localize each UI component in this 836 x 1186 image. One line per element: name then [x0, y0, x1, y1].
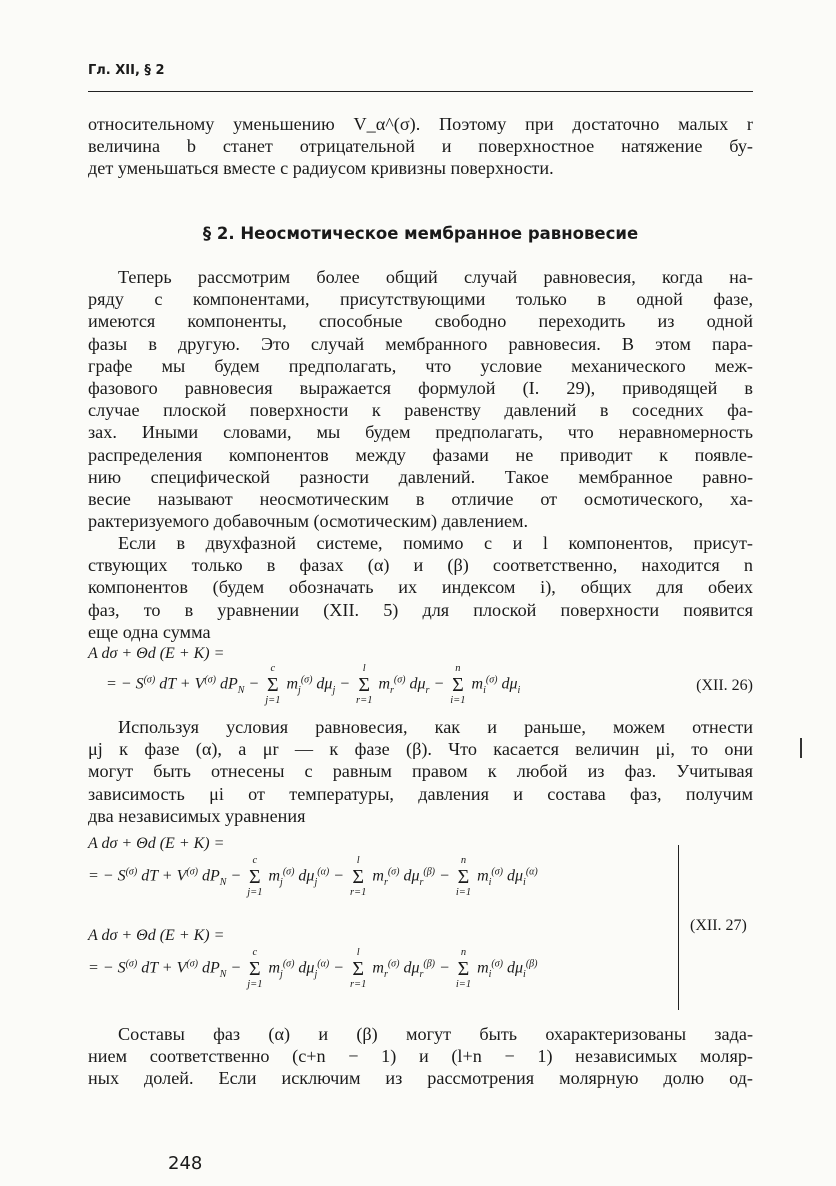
summation-i: n Σ i=1: [455, 855, 472, 898]
summation-i: n Σ i=1: [450, 663, 466, 706]
text-line: относительному уменьшению V_α^(σ). Поэтому при достаточно малых r: [88, 114, 753, 134]
equation-26-rhs: = − $S^{(\sigma)}$ dT + $V^{(\sigma)}$ $dP_N$ − c Σ j=1 $m_j^{(\sigma)}$ $d\mu_j$ − l Σ r=1 $m_r^{(\sigma)}$ $d\mu_r$ − n Σ i=1 $m_i^{(\sigma)}$ $d\mu_i$ (XII. 26): [106, 663, 753, 706]
text-line: Используя условия равновесия, как и раньше, можем отнести: [118, 717, 753, 737]
equation-27a-lhs: A dσ + Θd (E + K) =: [88, 835, 225, 852]
header-rule: [88, 91, 753, 92]
text-line: фазы в другую. Это случай мембранного равновесия. В этом пара-: [88, 333, 753, 354]
summation-r: l Σ r=1: [356, 663, 373, 706]
page: [88, 55, 753, 1174]
equation-27a-rhs: = − $S^{(\sigma)}$ dT + $V^{(\sigma)}$ $dP_N$ − c Σ j=1 $m_j^{(\sigma)}$ $d\mu_j^{(\alpha)}$ − l Σ r=1 $m_r^{(\sigma)}$ $d\mu_r^{(\beta)}$ − n Σ i=1 $m_i^{(\sigma)}$ $d\mu_i^{(\alpha)}$: [88, 855, 538, 898]
text-line: весие называют неосмотическим в отличие от осмотического, ха-: [88, 489, 753, 510]
summation-r: l Σ r=1: [349, 855, 367, 898]
text-line: нию специфической разности давлений. Такое мембранное равно-: [88, 466, 753, 487]
paragraph-1: [88, 113, 753, 180]
paragraph-5: [88, 1023, 753, 1090]
section-title: § 2. Неосмотическое мембранное равновесие: [202, 224, 639, 243]
text-line: ствующих только в фазах (α) и (β) соответственно, находится n: [88, 555, 753, 576]
page-number: 248: [168, 1153, 203, 1174]
equation-27b-rhs: = − $S^{(\sigma)}$ dT + $V^{(\sigma)}$ $dP_N$ − c Σ j=1 $m_j^{(\sigma)}$ $d\mu_j^{(\alpha)}$ − l Σ r=1 $m_r^{(\sigma)}$ $d\mu_r^{(\beta)}$ − n Σ i=1 $m_i^{(\sigma)}$ $d\mu_i^{(\beta)}$: [88, 947, 538, 990]
text-line: зах. Иными словами, мы будем предполагать, что неравномерность: [88, 422, 753, 443]
text-line: рактеризуемого добавочным (осмотическим) давлением.: [88, 511, 529, 532]
text-line: μj к фазе (α), а μr — к фазе (β). Что касается величин μi, то они: [88, 739, 753, 760]
text-line: графе мы будем предполагать, что условие механического меж-: [88, 355, 753, 376]
text-line: компонентов (будем обозначать их индексом i), общих для обеих: [88, 577, 753, 598]
text-line: могут быть отнесены с равным правом к любой из фаз. Учитывая: [88, 761, 753, 782]
text-line: Если в двухфазной системе, помимо c и l компонентов, присут-: [118, 533, 753, 553]
text-line: величина b станет отрицательной и поверхностное натяжение бу-: [88, 136, 753, 157]
text-line: ряду с компонентами, присутствующими только в одной фазе,: [88, 289, 753, 310]
summation-j: c Σ j=1: [247, 855, 263, 898]
text-line: два независимых уравнения: [88, 805, 306, 826]
equation-number-26: (XII. 26): [696, 677, 753, 694]
paragraph-2: [88, 266, 753, 532]
summation-j: c Σ j=1: [265, 663, 281, 706]
summation-i: n Σ i=1: [455, 947, 472, 990]
text-line: Составы фаз (α) и (β) могут быть охарактеризованы зада-: [118, 1024, 753, 1044]
equation-system-bracket: [678, 845, 679, 1010]
equation-number-27: (XII. 27): [690, 917, 747, 934]
text-line: Теперь рассмотрим более общий случай равновесия, когда на-: [118, 267, 753, 287]
text-line: зависимость μi от температуры, давления и состава фаз, получим: [88, 783, 753, 804]
text-line: фазового равновесия выражается формулой (I. 29), приводящей в: [88, 378, 753, 399]
text-line: распределения компонентов между фазами не приводит к появле-: [88, 444, 753, 465]
text-line: дет уменьшаться вместе с радиусом кривизны поверхности.: [88, 158, 554, 179]
text-line: еще одна сумма: [88, 621, 211, 642]
running-head: Гл. XII, § 2: [88, 63, 165, 78]
text-line: случае плоской поверхности к равенству давлений в соседних фа-: [88, 400, 753, 421]
text-line: нием соответственно (c+n − 1) и (l+n − 1) независимых моляр-: [88, 1046, 753, 1067]
paragraph-4: [88, 716, 753, 827]
text-line: фаз, то в уравнении (XII. 5) для плоской поверхности появится: [88, 599, 753, 620]
text-line: имеются компоненты, способные свободно переходить из одной: [88, 311, 753, 332]
paragraph-3: [88, 532, 753, 643]
equation-27b-lhs: A dσ + Θd (E + K) =: [88, 927, 225, 944]
equation-26-lhs: A dσ + Θd (E + K) =: [88, 645, 225, 662]
summation-j: c Σ j=1: [247, 947, 263, 990]
summation-r: l Σ r=1: [349, 947, 367, 990]
margin-mark: [800, 738, 802, 758]
text-line: ных долей. Если исключим из рассмотрения молярную долю од-: [88, 1068, 753, 1089]
